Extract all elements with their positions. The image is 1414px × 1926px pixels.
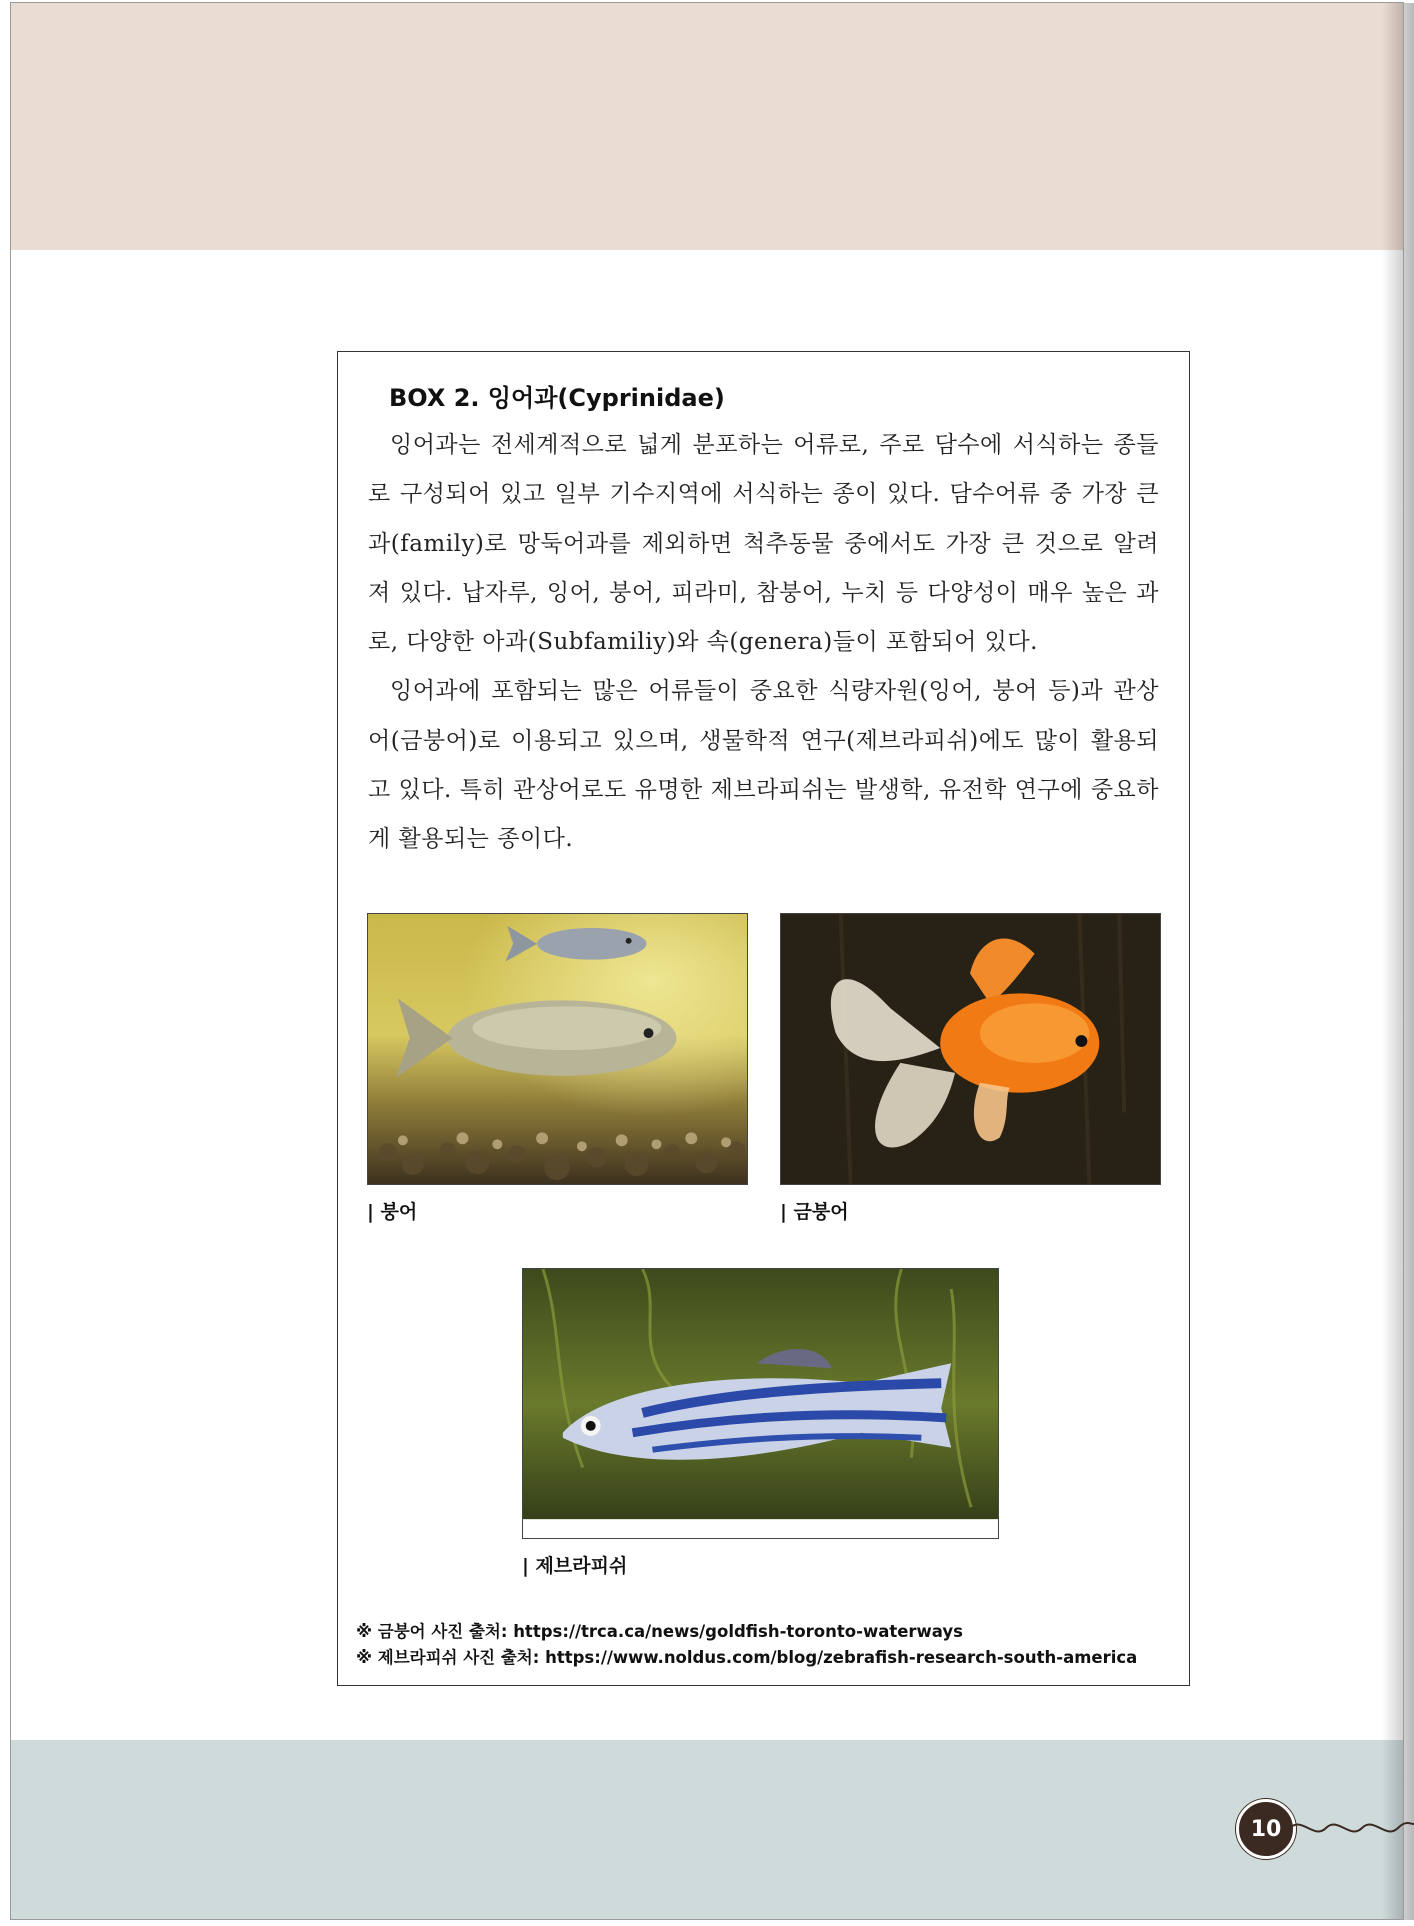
zebrafish-photo (522, 1268, 999, 1539)
crucian-carp-photo (367, 913, 748, 1185)
paragraph-2: 잉어과에 포함되는 많은 어류들이 중요한 식량자원(잉어, 붕어 등)과 관상어(금붕어)로 이용되고 있으며, 생물학적 연구(제브라피쉬)에도 많이 활용되고 있다. 특히 관상어로도 유명한 제브라피쉬는 발생학, 유전학 연구에 중요하게 활용되는 종이다. (368, 678, 1159, 853)
page-number-badge: 10 (1236, 1799, 1296, 1859)
paragraph-1: 잉어과는 전세계적으로 넓게 분포하는 어류로, 주로 담수에 서식하는 종들로 구성되어 있고 일부 기수지역에 서식하는 종이 있다. 담수어류 중 가장 큰 과(family)로 망둑어과를 제외하면 척추동물 중에서도 가장 큰 것으로 알려져 있다. 납자루, 잉어, 붕어, 피라미, 참붕어, 누치 등 다양성이 매우 높은 과로, 다양한 아과(Subfamiliy)와 속(genera)들이 포함되어 있다. (368, 432, 1159, 656)
goldfish-photo (780, 913, 1161, 1185)
box-body (368, 421, 1159, 865)
zebrafish-caption: | 제브라피쉬 (522, 1555, 628, 1577)
header-band (10, 3, 1404, 250)
zebrafish-photo-source: ※ 제브라피쉬 사진 출처: https://www.noldus.com/blog/zebrafish-research-south-america (356, 1648, 1138, 1667)
wave-ornament (1290, 1812, 1414, 1842)
crucian-carp-caption: | 붕어 (367, 1201, 418, 1223)
box-title: BOX 2. 잉어과(Cyprinidae) (389, 384, 725, 412)
goldfish-caption: | 금붕어 (780, 1201, 849, 1223)
goldfish-photo-source: ※ 금붕어 사진 출처: https://trca.ca/news/goldfish-toronto-waterways (356, 1622, 963, 1641)
page-edge-shadow (1382, 3, 1414, 1920)
footer-band (10, 1740, 1404, 1920)
